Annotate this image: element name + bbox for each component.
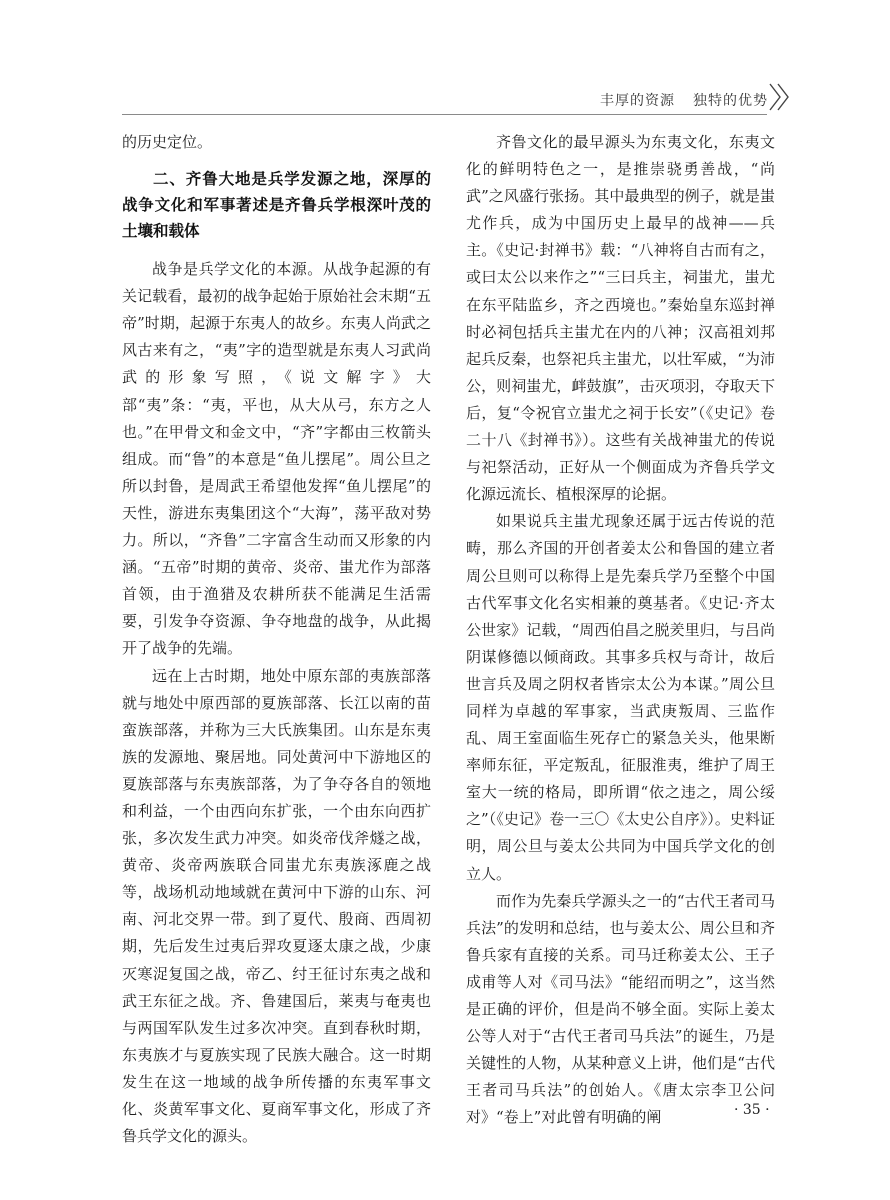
left-column [122,129,431,1150]
paragraph: 远在上古时期，地处中原东部的夷族部落就与地处中原西部的夏族部落、长江以南的苗蛮族部落，并称为三大氏族集团。山东是东夷族的发源地、聚居地。同处黄河中下游地区的夏族部落与东夷族部落，为了争夺各自的领地和利益，一个由西向东扩张，一个由东向西扩张，多次发生武力冲突。如炎帝伐斧燧之战，黄帝、炎帝两族联合同蚩尤东夷族涿鹿之战等，战场机动地域就在黄河中下游的山东、河南、河北交界一带。到了夏代、殷商、西周初期，先后发生过夷后羿攻夏逐太康之战，少康灭寒浞复国之战，帝乙、纣王征讨东夷之战和武王东征之战。齐、鲁建国后，莱夷与奄夷也与两国军队发生过多次冲突。直到春秋时期，东夷族才与夏族实现了民族大融合。这一时期发生在这一地域的战争所传播的东夷军事文化、炎黄军事文化、夏商军事文化，形成了齐鲁兵学文化的源头。 [122,666,431,1146]
section-heading: 二、齐鲁大地是兵学发源之地，深厚的战争文化和军事著述是齐鲁兵学根深叶茂的土壤和载体 [122,170,431,241]
header-rule [122,114,767,115]
paragraph: 如果说兵主蚩尤现象还属于远古传说的范畴，那么齐国的开创者姜太公和鲁国的建立者周公旦则可以称得上是先秦兵学乃至整个中国古代军事文化名实相兼的奠基者。《史记·齐太公世家》记载，“周西伯昌之脱羑里归，与吕尚阴谋修德以倾商政。其事多兵权与奇计，故后世言兵及周之阴权者皆宗太公为本谋。”周公旦同样为卓越的军事家，当武庚叛周、三监作乱、周王室面临生死存亡的紧急关头，他果断率师东征，平定叛乱，征服淮夷，维护了周王室大一统的格局，即所谓“依之违之，周公绥之”（《史记》卷一三〇《太史公自序》）。史料证明，周公旦与姜太公共同为中国兵学文化的创立人。 [466,512,775,883]
running-header [600,90,768,110]
paragraph: 而作为先秦兵学源头之一的“古代王者司马兵法”的发明和总结，也与姜太公、周公旦和齐鲁兵家有直接的关系。司马迁称姜太公、王子成甫等人对《司马法》“能绍而明之”，这当然是正确的评价，但是尚不够全面。实际上姜太公等人对于“古代王者司马兵法”的诞生，乃是关键性的人物，从某种意义上讲，他们是“古代王者司马兵法”的创始人。《唐太宗李卫公问对》“卷上”对此曾有明确的阐 [466,891,775,1127]
double-chevron-right-icon [768,82,792,112]
paragraph: 战争是兵学文化的本源。从战争起源的有关记载看，最初的战争起始于原始社会末期“五帝”时期，起源于东夷人的故乡。东夷人尚武之风古来有之，“夷”字的造型就是东夷人习武尚武的形象写照，《说文解字》大部“夷”条：“夷，平也，从大从弓，东方之人也。”在甲骨文和金文中，“齐”字都由三枚箭头组成。而“鲁”的本意是“鱼儿摆尾”。周公旦之所以封鲁，是周武王希望他发挥“鱼儿摆尾”的天性，游进东夷集团这个“大海”，荡平敌对势力。所以，“齐鲁”二字富含生动而又形象的内涵。“五帝”时期的黄帝、炎帝、蚩尤作为部落首领，由于渔猎及农耕所获不能满足生活需要，引发争夺资源、争夺地盘的战争，从此揭开了战争的先端。 [122,260,431,658]
page-number: · 35 · [734,1102,770,1118]
paragraph: 齐鲁文化的最早源头为东夷文化，东夷文化的鲜明特色之一，是推崇骁勇善战，“尚武”之风盛行张扬。其中最典型的例子，就是蚩尤作兵，成为中国历史上最早的战神——兵主。《史记·封禅书》载：“八神将自古而有之，或曰太公以来作之”“三曰兵主，祠蚩尤，蚩尤在东平陆监乡，齐之西境也。”秦始皇东巡封禅时必祠包括兵主蚩尤在内的八神；汉高祖刘邦起兵反秦，也祭祀兵主蚩尤，以壮军威，“为沛公，则祠蚩尤，衅鼓旗”，击灭项羽，夺取天下后，复“令祝官立蚩尤之祠于长安”（《史记》卷二十八《封禅书》）。这些有关战神蚩尤的传说与祀祭活动，正好从一个侧面成为齐鲁兵学文化源远流长、植根深厚的论据。 [466,133,775,504]
right-column [466,129,775,1131]
header-title-part1: 丰厚的资源 [600,93,675,109]
header-title-part2: 独特的优势 [693,93,768,109]
continuation-text: 的历史定位。 [122,133,213,151]
